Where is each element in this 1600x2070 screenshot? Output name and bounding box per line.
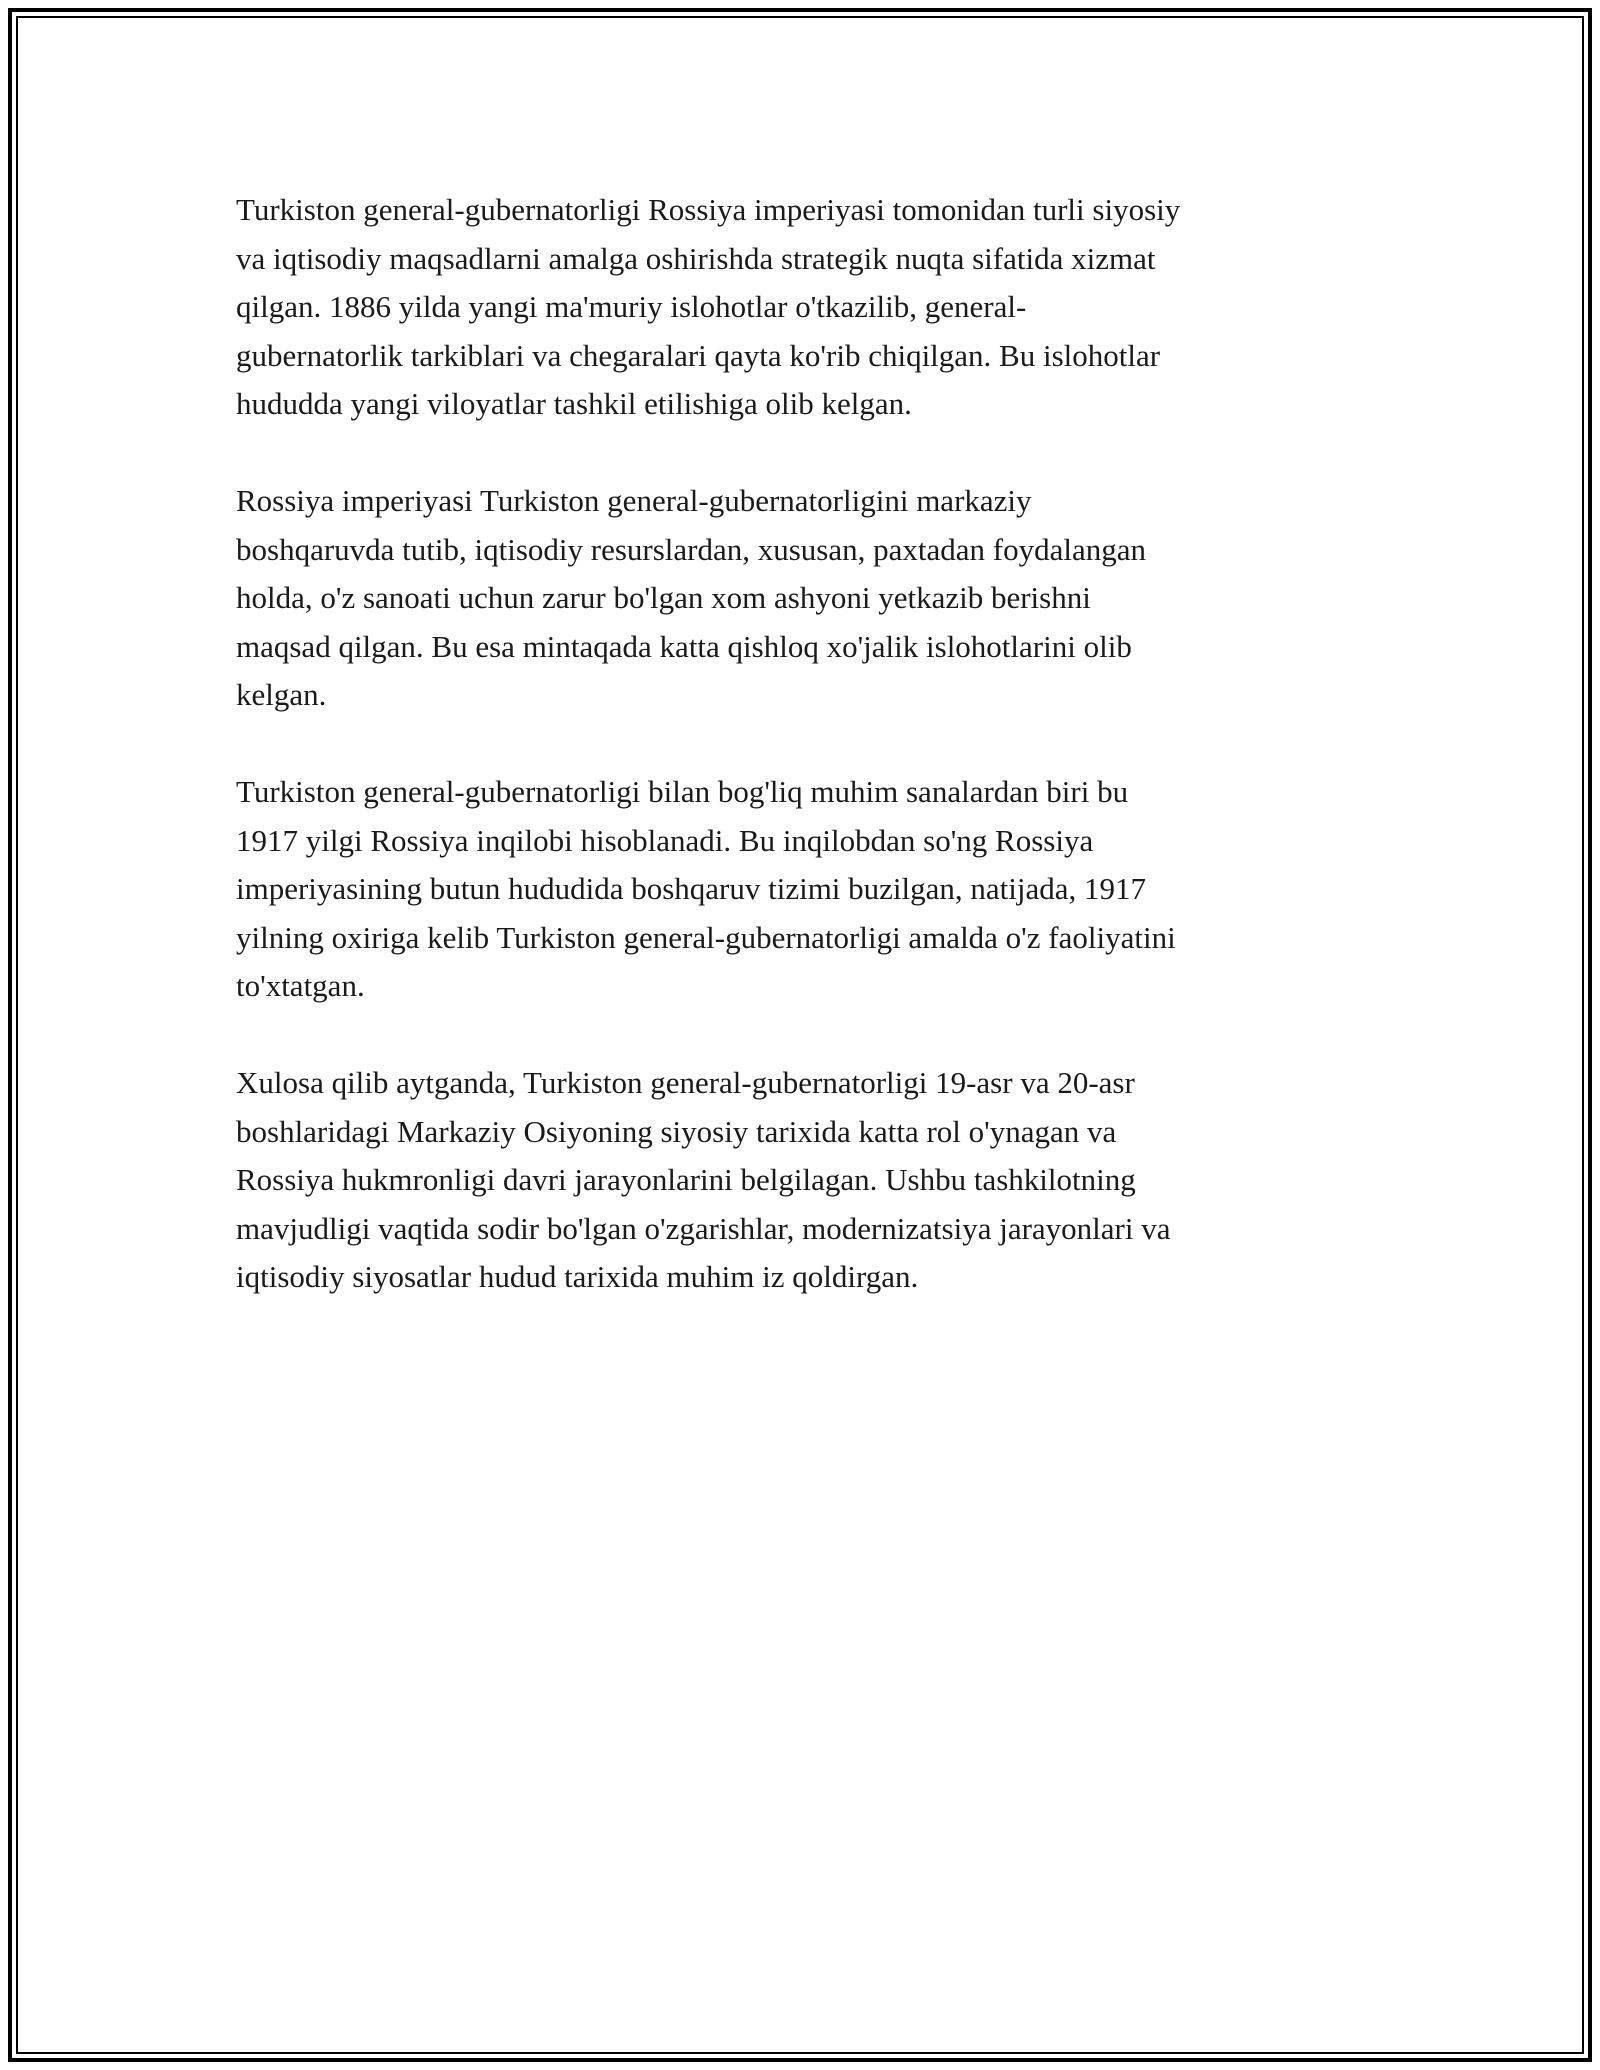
paragraph-4: Xulosa qilib aytganda, Turkiston general-gubernatorligi 19-asr va 20-asr boshlaridagi Markaziy Osiyoning siyosiy tarixida katta rol o'ynagan va Rossiya hukmronligi davri jarayonlarini belgilagan. Ushbu tashkilotning mavjudligi vaqtida sodir bo'lgan o'zgarishlar, modernizatsiya jarayonlari va iqtisodiy siyosatlar hudud tarixida muhim iz qoldirgan. — [236, 1065, 1171, 1294]
document-body — [236, 186, 1366, 1350]
paragraph-1: Turkiston general-gubernatorligi Rossiya imperiyasi tomonidan turli siyosiy va iqtisodiy maqsadlarni amalga oshirishda strategik nuqta sifatida xizmat qilgan. 1886 yilda yangi ma'muriy islohotlar o'tkazilib, general- gubernatorlik tarkiblari va chegaralari qayta ko'rib chiqilgan. Bu islohotlar hududda yangi viloyatlar tashkil etilishiga olib kelgan. — [236, 192, 1181, 421]
paragraph-3: Turkiston general-gubernatorligi bilan bog'liq muhim sanalardan biri bu 1917 yilgi Rossiya inqilobi hisoblanadi. Bu inqilobdan so'ng Rossiya imperiyasining butun hududida boshqaruv tizimi buzilgan, natijada, 1917 yilning oxiriga kelib Turkiston general-gubernatorligi amalda o'z faoliyatini to'xtatgan. — [236, 774, 1176, 1003]
paragraph-2: Rossiya imperiyasi Turkiston general-gubernatorligini markaziy boshqaruvda tutib, iqtisodiy resurslardan, xususan, paxtadan foydalangan holda, o'z sanoati uchun zarur bo'lgan xom ashyoni yetkazib berishni maqsad qilgan. Bu esa mintaqada katta qishloq xo'jalik islohotlarini olib kelgan. — [236, 483, 1146, 712]
